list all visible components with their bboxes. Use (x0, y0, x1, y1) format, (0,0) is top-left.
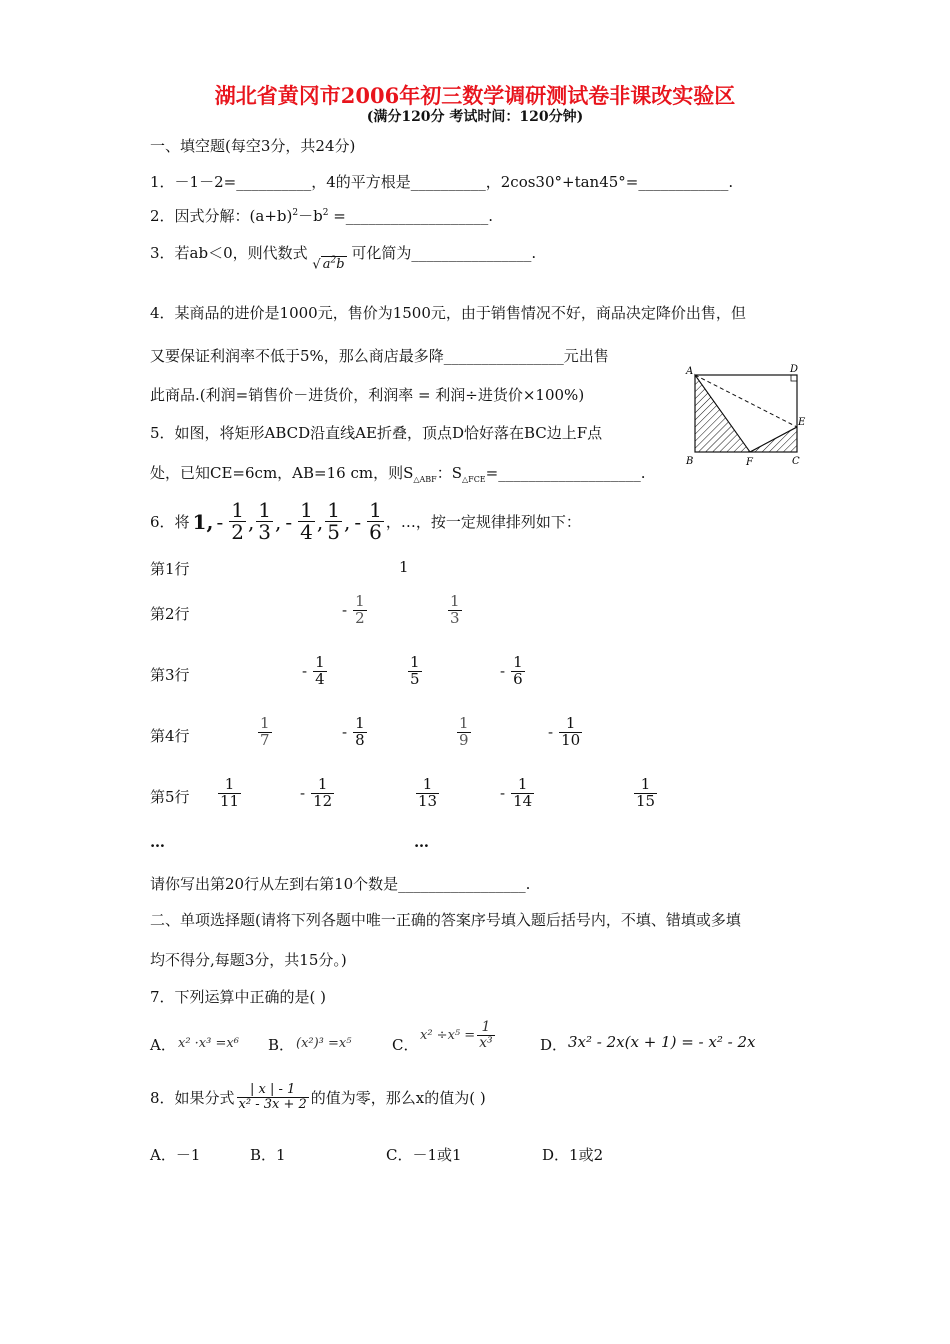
q6-minus-2: - (285, 509, 293, 534)
q3-exp: 2 (330, 255, 337, 266)
q2-exp: 2 (292, 208, 299, 218)
question-8 (150, 1083, 486, 1111)
row4-item-4: - $\frac{1}{10}$ (548, 714, 581, 749)
row1-value: 1 (399, 558, 409, 576)
question-2 (150, 205, 493, 226)
q5-pre: 处，已知CE=6cm，AB=16 cm，则S (150, 464, 414, 482)
row-label-5: 第5行 (150, 788, 190, 806)
q2-exp2: 2 (322, 208, 329, 218)
q6-frac-1-2: $\frac{1}{2}$ (231, 498, 244, 544)
page-subtitle: (满分120分 考试时间：120分钟) (366, 109, 584, 125)
q7-c-frac: $\frac{1}{\text{x³}}$ (479, 1019, 493, 1051)
q8-frac: $\frac{| x | - 1}{\text{x² - 3x + 2}}$ (238, 1082, 307, 1112)
rectangle-fold-figure (682, 362, 812, 470)
question-5-line1: 5．如图，将矩形ABCD沿直线AE折叠，顶点D恰好落在BC边上F点 (150, 424, 603, 442)
label-c: C (792, 456, 800, 467)
q8-post: 的值为零，那么x的值为( ) (310, 1088, 486, 1107)
q6-minus-3: - (354, 509, 362, 534)
q3-radicand: a (322, 257, 331, 272)
q8-option-d: D．1或2 (542, 1146, 604, 1164)
sqrt-expression: √ $a^2b$ (312, 255, 345, 272)
q6-comma: , (343, 509, 351, 534)
q6-suffix: ，…，按一定规律排列如下： (385, 513, 581, 531)
q8-pre: 8．如果分式 (150, 1088, 235, 1107)
page-title: 湖北省黄冈市2006年初三数学调研测试卷非课改实验区 (214, 83, 736, 108)
question-7-stem: 7．下列运算中正确的是( ) (150, 988, 327, 1006)
q7-c-pre: x² ÷x⁵ = (420, 1027, 476, 1043)
q3-radicand-b: b (336, 257, 345, 272)
question-6-ask: 请你写出第20行从左到右第10个数是_________________. (150, 875, 531, 893)
q2-suffix: =___________________. (328, 207, 494, 225)
row5-item-1: $\frac{1}{11}$ (220, 775, 240, 810)
q6-comma: , (316, 509, 324, 534)
label-e: E (798, 417, 806, 428)
q6-one: 1, (192, 509, 214, 534)
question-4-line1: 4．某商品的进价是1000元，售价为1500元，由于销售情况不好，商品决定降价出售，但 (150, 304, 746, 322)
q3-prefix: 3．若ab＜0，则代数式 (150, 244, 308, 262)
q5-sub2: △FCE (461, 475, 486, 484)
q7-option-d: 3x² - 2x(x + 1) = - x² - 2x (568, 1033, 756, 1051)
row3-item-3: - $\frac{1}{6}$ (500, 653, 523, 688)
label-b: B (686, 456, 694, 467)
row3-item-1: - $\frac{1}{4}$ (302, 653, 325, 688)
section1-heading: 一、填空题(每空3分，共24分) (150, 137, 356, 155)
q2-prefix: 2．因式分解：(a+b) (150, 207, 293, 225)
section2-line1: 二、单项选择题(请将下列各题中唯一正确的答案序号填入题后括号内，不填、错填或多填 (150, 911, 741, 929)
question-1: 1．－1－2=__________，4的平方根是__________，2cos30°+tan45°=____________. (150, 173, 734, 191)
label-d: D (790, 364, 799, 375)
q7-option-b-label: B． (268, 1036, 295, 1054)
q5-mid: ：S (436, 464, 462, 482)
q5-post: =___________________. (485, 464, 646, 482)
q6-frac-1-6: $\frac{1}{6}$ (369, 498, 382, 544)
right-angle-d (791, 375, 797, 381)
row4-item-2: - $\frac{1}{8}$ (342, 714, 365, 749)
row-label-4: 第4行 (150, 727, 190, 745)
row-label-3: 第3行 (150, 666, 190, 684)
row-label-2: 第2行 (150, 605, 190, 623)
label-a: A (686, 366, 694, 377)
q6-frac-1-3: $\frac{1}{3}$ (258, 498, 272, 544)
section2-line2: 均不得分,每题3分，共15分。) (150, 951, 347, 969)
q8-option-c: C．－1或1 (386, 1146, 462, 1164)
row4-item-1: $\frac{1}{7}$ (260, 714, 270, 749)
q8-option-b: B．1 (250, 1146, 286, 1164)
q7-option-c (420, 1020, 497, 1050)
row5-item-5: $\frac{1}{15}$ (636, 775, 656, 810)
q7-option-b: (x²)³ =x⁵ (296, 1036, 352, 1051)
question-4-line3: 此商品.(利润=销售价－进货价，利润率 = 利润÷进货价×100%) (150, 386, 585, 404)
label-f: F (746, 457, 753, 468)
q6-minus-1: - (216, 509, 224, 534)
q8-option-a: A．－1 (150, 1146, 201, 1164)
q6-frac-1-4: $\frac{1}{4}$ (300, 498, 313, 544)
question-4-line2: 又要保证利润率不低于5%，那么商店最多降________________元出售 (150, 347, 609, 365)
row5-item-2: - $\frac{1}{12}$ (300, 775, 333, 810)
q6-comma: , (275, 509, 282, 534)
row-dots-center: … (414, 833, 429, 851)
q7-option-a-label: A． (150, 1036, 176, 1054)
row2-item-2: $\frac{1}{3}$ (450, 592, 460, 627)
q7-option-d-label: D． (540, 1036, 568, 1054)
row-label-1: 第1行 (150, 560, 190, 578)
question-6 (150, 500, 581, 543)
q7-option-c-label: C． (392, 1036, 419, 1054)
row-dots-left: … (150, 833, 165, 851)
q5-sub1: △ABF (413, 475, 437, 484)
question-5-line2 (150, 462, 646, 484)
q6-prefix: 6．将 (150, 513, 190, 531)
q3-suffix: 可化简为________________. (351, 244, 537, 262)
q6-comma: , (247, 509, 255, 534)
q2-mid: －b (298, 207, 323, 225)
row5-item-3: $\frac{1}{13}$ (418, 775, 438, 810)
row2-item-1: - $\frac{1}{2}$ (342, 592, 365, 627)
q6-frac-1-5: $\frac{1}{5}$ (327, 498, 340, 544)
q7-option-a: x² ·x³ =x⁶ (178, 1036, 239, 1051)
row5-item-4: - $\frac{1}{14}$ (500, 775, 533, 810)
question-3 (150, 242, 537, 272)
row4-item-3: $\frac{1}{9}$ (459, 714, 469, 749)
row3-item-2: $\frac{1}{5}$ (410, 653, 420, 688)
